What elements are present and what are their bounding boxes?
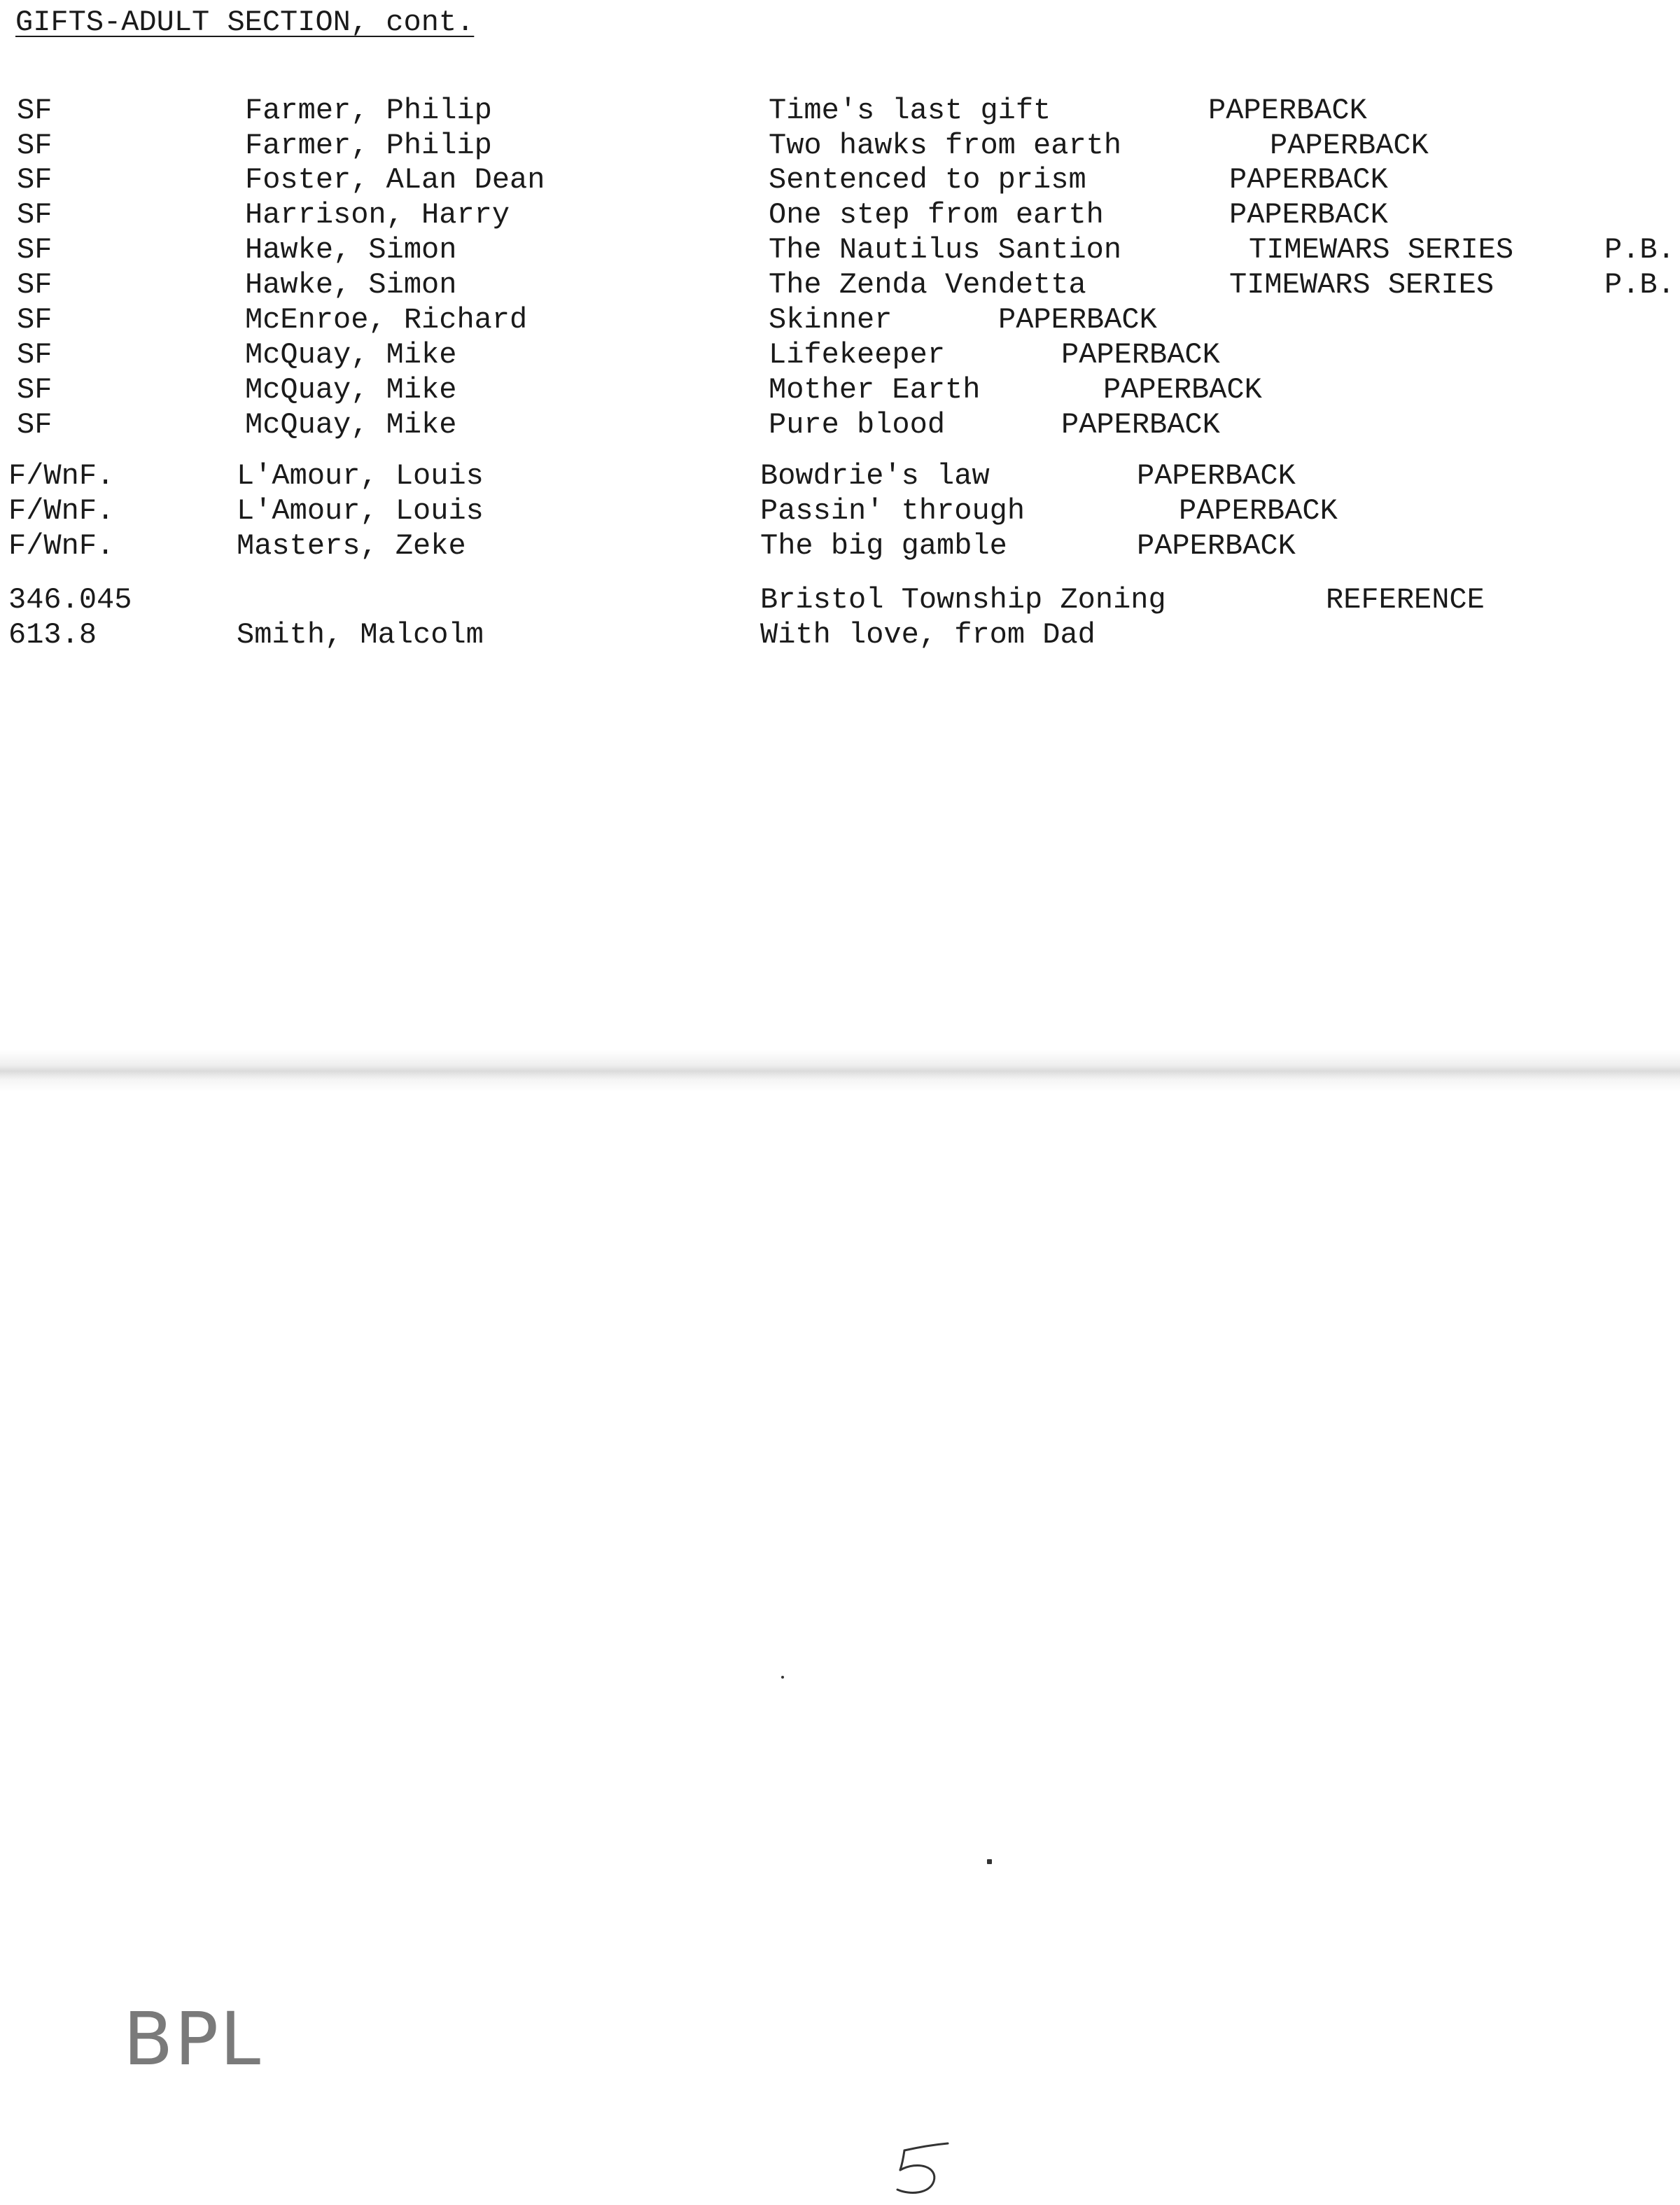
format-label: PAPERBACK: [1137, 459, 1296, 493]
format-label: REFERENCE: [1326, 583, 1485, 617]
format-label: PAPERBACK: [1061, 338, 1220, 372]
call-number: F/WnF.: [8, 529, 115, 563]
series-label: TIMEWARS SERIES: [1229, 268, 1494, 302]
call-number: F/WnF.: [8, 494, 115, 528]
author: McQuay, Mike: [245, 373, 457, 407]
author: McQuay, Mike: [245, 408, 457, 442]
format-label: PAPERBACK: [1179, 494, 1338, 528]
format-note: P.B.: [1604, 268, 1675, 302]
call-number: 613.8: [8, 618, 97, 652]
format-label: PAPERBACK: [1061, 408, 1220, 442]
speck: [987, 1859, 992, 1864]
call-number: SF: [17, 338, 52, 372]
book-title: Sentenced to prism: [769, 163, 1086, 197]
call-number: SF: [17, 163, 52, 197]
call-number: SF: [17, 303, 52, 337]
call-number: SF: [17, 233, 52, 267]
call-number: SF: [17, 94, 52, 127]
author: L'Amour, Louis: [237, 494, 484, 528]
author: Masters, Zeke: [237, 529, 466, 563]
book-title: Two hawks from earth: [769, 129, 1122, 162]
speck: [781, 1676, 784, 1679]
library-stamp: BPL: [123, 1996, 262, 2082]
author: McEnroe, Richard: [245, 303, 528, 337]
author: L'Amour, Louis: [237, 459, 484, 493]
format-note: P.B.: [1604, 233, 1675, 267]
book-title: Bowdrie's law: [760, 459, 990, 493]
paper-fold: [0, 1050, 1680, 1092]
call-number: SF: [17, 129, 52, 162]
author: Hawke, Simon: [245, 233, 457, 267]
call-number: SF: [17, 373, 52, 407]
format-label: PAPERBACK: [1270, 129, 1429, 162]
call-number: SF: [17, 408, 52, 442]
call-number: 346.045: [8, 583, 132, 617]
book-title: Skinner: [769, 303, 892, 337]
section-heading: GIFTS-ADULT SECTION, cont.: [15, 6, 475, 39]
format-label: PAPERBACK: [1137, 529, 1296, 563]
call-number: F/WnF.: [8, 459, 115, 493]
book-title: The Nautilus Santion: [769, 233, 1122, 267]
format-label: PAPERBACK: [998, 303, 1157, 337]
author: Foster, ALan Dean: [245, 163, 545, 197]
book-title: Passin' through: [760, 494, 1026, 528]
call-number: SF: [17, 198, 52, 232]
book-title: The big gamble: [760, 529, 1007, 563]
series-label: TIMEWARS SERIES: [1249, 233, 1514, 267]
format-label: PAPERBACK: [1208, 94, 1367, 127]
format-label: PAPERBACK: [1103, 373, 1262, 407]
author: Smith, Malcolm: [237, 618, 484, 652]
author: Farmer, Philip: [245, 129, 492, 162]
book-title: Mother Earth: [769, 373, 981, 407]
author: Harrison, Harry: [245, 198, 510, 232]
format-label: PAPERBACK: [1229, 163, 1388, 197]
book-title: The Zenda Vendetta: [769, 268, 1086, 302]
author: Hawke, Simon: [245, 268, 457, 302]
author: McQuay, Mike: [245, 338, 457, 372]
book-title: Time's last gift: [769, 94, 1051, 127]
format-label: PAPERBACK: [1229, 198, 1388, 232]
book-title: Pure blood: [769, 408, 946, 442]
call-number: SF: [17, 268, 52, 302]
book-title: One step from earth: [769, 198, 1104, 232]
book-title: Lifekeeper: [769, 338, 946, 372]
author: Farmer, Philip: [245, 94, 492, 127]
handwritten-page-number: [883, 2128, 960, 2205]
book-title: With love, from Dad: [760, 618, 1096, 652]
book-title: Bristol Township Zoning: [760, 583, 1166, 617]
